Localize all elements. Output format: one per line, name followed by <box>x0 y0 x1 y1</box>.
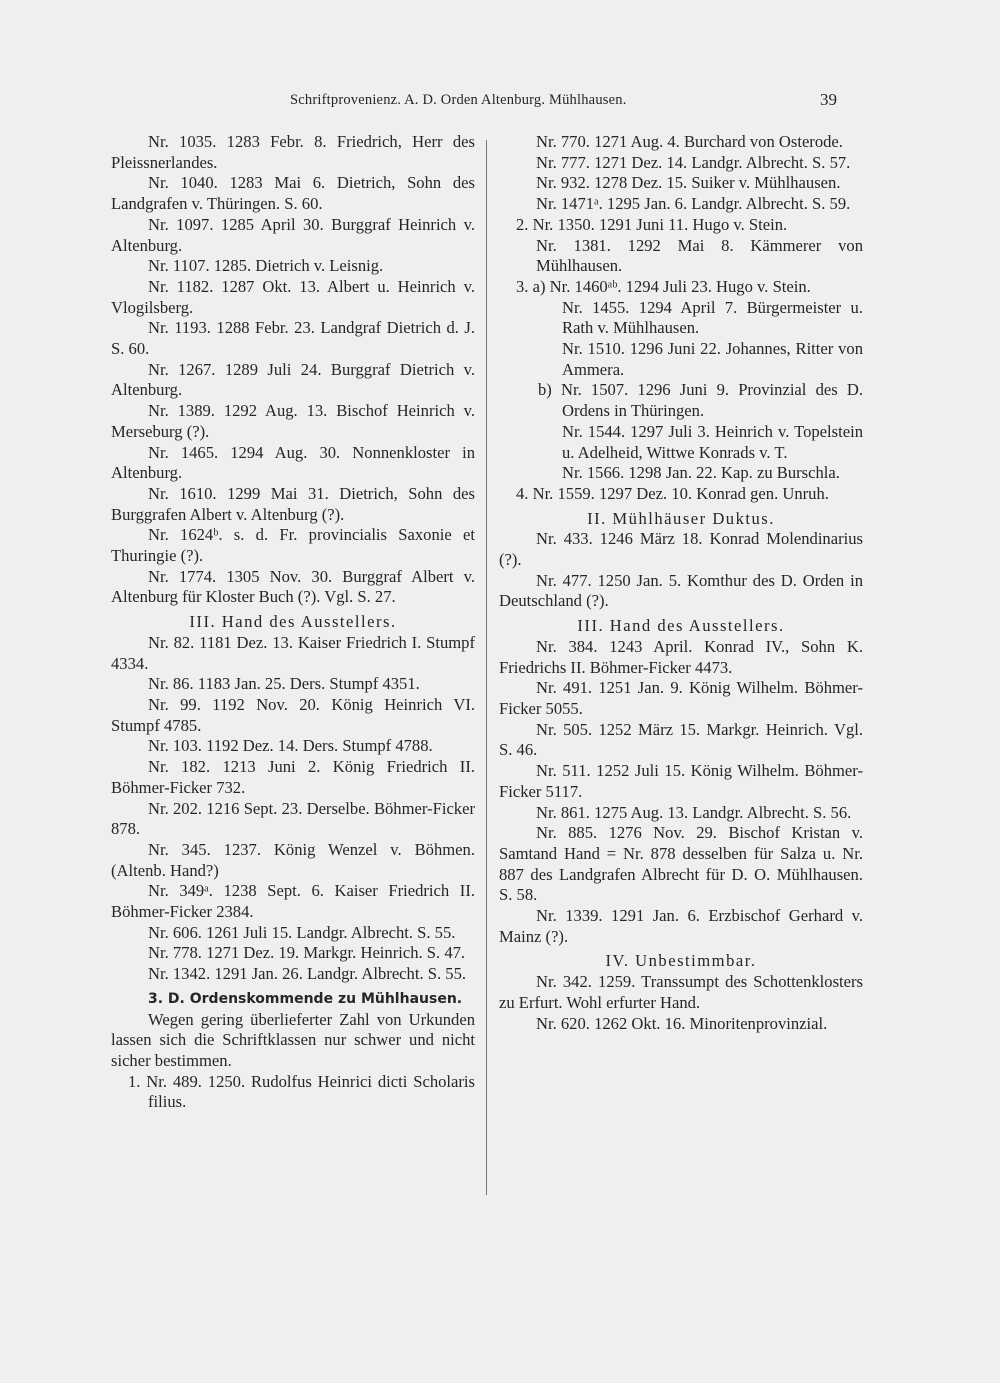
entry: Nr. 1040. 1283 Mai 6. Dietrich, Sohn des Landgrafen v. Thüringen. S. 60. <box>111 173 475 214</box>
entry: Nr. 345. 1237. König Wenzel v. Böhmen. (Altenb. Hand?) <box>111 839 475 880</box>
entry: Nr. 885. 1276 Nov. 29. Bischof Kristan v. Samtand Hand = Nr. 878 desselben für Salza u. Nr. 887 des Landgrafen Albrecht für D. O. Mühlhausen. S. 58. <box>499 823 863 905</box>
entry: Nr. 202. 1216 Sept. 23. Derselbe. Böhmer-Ficker 878. <box>111 798 475 839</box>
entry: Nr. 1035. 1283 Febr. 8. Friedrich, Herr des Pleissnerlandes. <box>111 132 475 172</box>
entry: Nr. 384. 1243 April. Konrad IV., Sohn K. Friedrichs II. Böhmer-Ficker 4473. <box>499 636 863 677</box>
entry: Nr. 777. 1271 Dez. 14. Landgr. Albrecht. S. 57. <box>536 152 851 172</box>
entry: Nr. 1339. 1291 Jan. 6. Erzbischof Gerhard v. Mainz (?). <box>499 906 863 946</box>
entry: Nr. 477. 1250 Jan. 5. Komthur des D. Orden in Deutschland (?). <box>499 570 863 611</box>
numbered-entry: 2. Nr. 1350. 1291 Juni 11. Hugo v. Stein. <box>516 214 788 234</box>
entry: Nr. 1774. 1305 Nov. 30. Burggraf Albert v. Altenburg für Kloster Buch (?). Vgl. S. 27. <box>111 566 475 607</box>
entry: Nr. 505. 1252 März 15. Markgr. Heinrich. Vgl. S. 46. <box>499 719 863 760</box>
entry: Nr. 1455. 1294 April 7. Bürgermeister u. Rath v. Mühlhausen. <box>562 297 863 338</box>
entry: Nr. 182. 1213 Juni 2. König Friedrich II. Böhmer-Ficker 732. <box>111 757 475 797</box>
subsection-title: 3. D. Ordenskommende zu Mühlhausen. <box>148 990 463 1007</box>
entry: Nr. 1381. 1292 Mai 8. Kämmerer von Mühlhausen. <box>536 235 863 276</box>
entry: Nr. 1465. 1294 Aug. 30. Nonnenkloster in Altenburg. <box>111 442 475 483</box>
entry: Nr. 1267. 1289 Juli 24. Burggraf Dietrich v. Altenburg. <box>111 359 475 400</box>
section-heading: IV. Unbestimmbar. <box>605 951 757 971</box>
entry: Nr. 1610. 1299 Mai 31. Dietrich, Sohn des Burggrafen Albert v. Altenburg (?). <box>111 483 475 524</box>
entry: Nr. 86. 1183 Jan. 25. Ders. Stumpf 4351. <box>148 674 420 694</box>
column-divider <box>486 140 487 1195</box>
numbered-entry: 3. a) Nr. 1460ᵃᵇ. 1294 Juli 23. Hugo v. Stein. <box>516 276 811 296</box>
numbered-entry: 1. Nr. 489. 1250. Rudolfus Heinrici dicti Scholaris filius. <box>128 1071 475 1112</box>
section-heading: II. Mühlhäuser Duktus. <box>587 508 775 528</box>
entry: Nr. 1097. 1285 April 30. Burggraf Heinrich v. Altenburg. <box>111 214 475 255</box>
entry: Nr. 103. 1192 Dez. 14. Ders. Stumpf 4788. <box>148 736 433 756</box>
entry: Nr. 511. 1252 Juli 15. König Wilhelm. Böhmer-Ficker 5117. <box>499 761 863 801</box>
numbered-entry: 4. Nr. 1559. 1297 Dez. 10. Konrad gen. Unruh. <box>516 483 829 503</box>
entry: Nr. 491. 1251 Jan. 9. König Wilhelm. Böhmer-Ficker 5055. <box>499 678 863 718</box>
entry: Nr. 1342. 1291 Jan. 26. Landgr. Albrecht. S. 55. <box>148 964 467 984</box>
entry: Nr. 1624ᵇ. s. d. Fr. provincialis Saxonie et Thuringie (?). <box>111 525 475 566</box>
entry: Nr. 770. 1271 Aug. 4. Burchard von Osterode. <box>536 132 843 151</box>
entry: Nr. 1193. 1288 Febr. 23. Landgraf Dietrich d. J. S. 60. <box>111 318 475 359</box>
right-column <box>499 132 863 1034</box>
entry: Nr. 99. 1192 Nov. 20. König Heinrich VI. Stumpf 4785. <box>111 694 475 735</box>
entry: Nr. 606. 1261 Juli 15. Landgr. Albrecht. S. 55. <box>148 922 456 942</box>
section-heading: III. Hand des Ausstellers. <box>577 616 785 636</box>
entry: Nr. 1182. 1287 Okt. 13. Albert u. Heinrich v. Vlogilsberg. <box>111 276 475 317</box>
numbered-entry: b) Nr. 1507. 1296 Juni 9. Provinzial des D. Ordens in Thüringen. <box>538 380 863 421</box>
entry: Nr. 342. 1259. Transsumpt des Schottenklosters zu Erfurt. Wohl erfurter Hand. <box>499 972 863 1012</box>
entry: Nr. 861. 1275 Aug. 13. Landgr. Albrecht. S. 56. <box>536 802 852 822</box>
running-header: Schriftprovenienz. A. D. Orden Altenburg. Mühlhausen. <box>290 92 627 108</box>
entry: Nr. 349ᵃ. 1238 Sept. 6. Kaiser Friedrich II. Böhmer-Ficker 2384. <box>111 881 475 922</box>
entry: Nr. 1471ᵃ. 1295 Jan. 6. Landgr. Albrecht. S. 59. <box>536 194 851 214</box>
section-heading: III. Hand des Ausstellers. <box>189 612 397 632</box>
entry: Nr. 433. 1246 März 18. Konrad Molendinarius (?). <box>499 529 863 570</box>
entry: Nr. 778. 1271 Dez. 19. Markgr. Heinrich. S. 47. <box>148 943 466 963</box>
entry: Nr. 1389. 1292 Aug. 13. Bischof Heinrich v. Merseburg (?). <box>111 401 475 441</box>
left-column <box>111 132 475 1113</box>
entry: Nr. 82. 1181 Dez. 13. Kaiser Friedrich I. Stumpf 4334. <box>111 632 475 673</box>
entry: Nr. 1510. 1296 Juni 22. Johannes, Ritter von Ammera. <box>562 339 863 379</box>
entry: Nr. 932. 1278 Dez. 15. Suiker v. Mühlhausen. <box>536 173 841 193</box>
entry: Nr. 1566. 1298 Jan. 22. Kap. zu Burschla. <box>562 463 840 483</box>
page-number: 39 <box>820 90 837 109</box>
entry: Nr. 1107. 1285. Dietrich v. Leisnig. <box>148 256 384 276</box>
paragraph: Wegen gering überlieferter Zahl von Urkunden lassen sich die Schriftklassen nur schwer und nicht sicher bestimmen. <box>111 1009 475 1070</box>
entry: Nr. 1544. 1297 Juli 3. Heinrich v. Topelstein u. Adelheid, Wittwe Konrads v. T. <box>562 421 863 462</box>
entry: Nr. 620. 1262 Okt. 16. Minoritenprovinzial. <box>536 1013 828 1033</box>
